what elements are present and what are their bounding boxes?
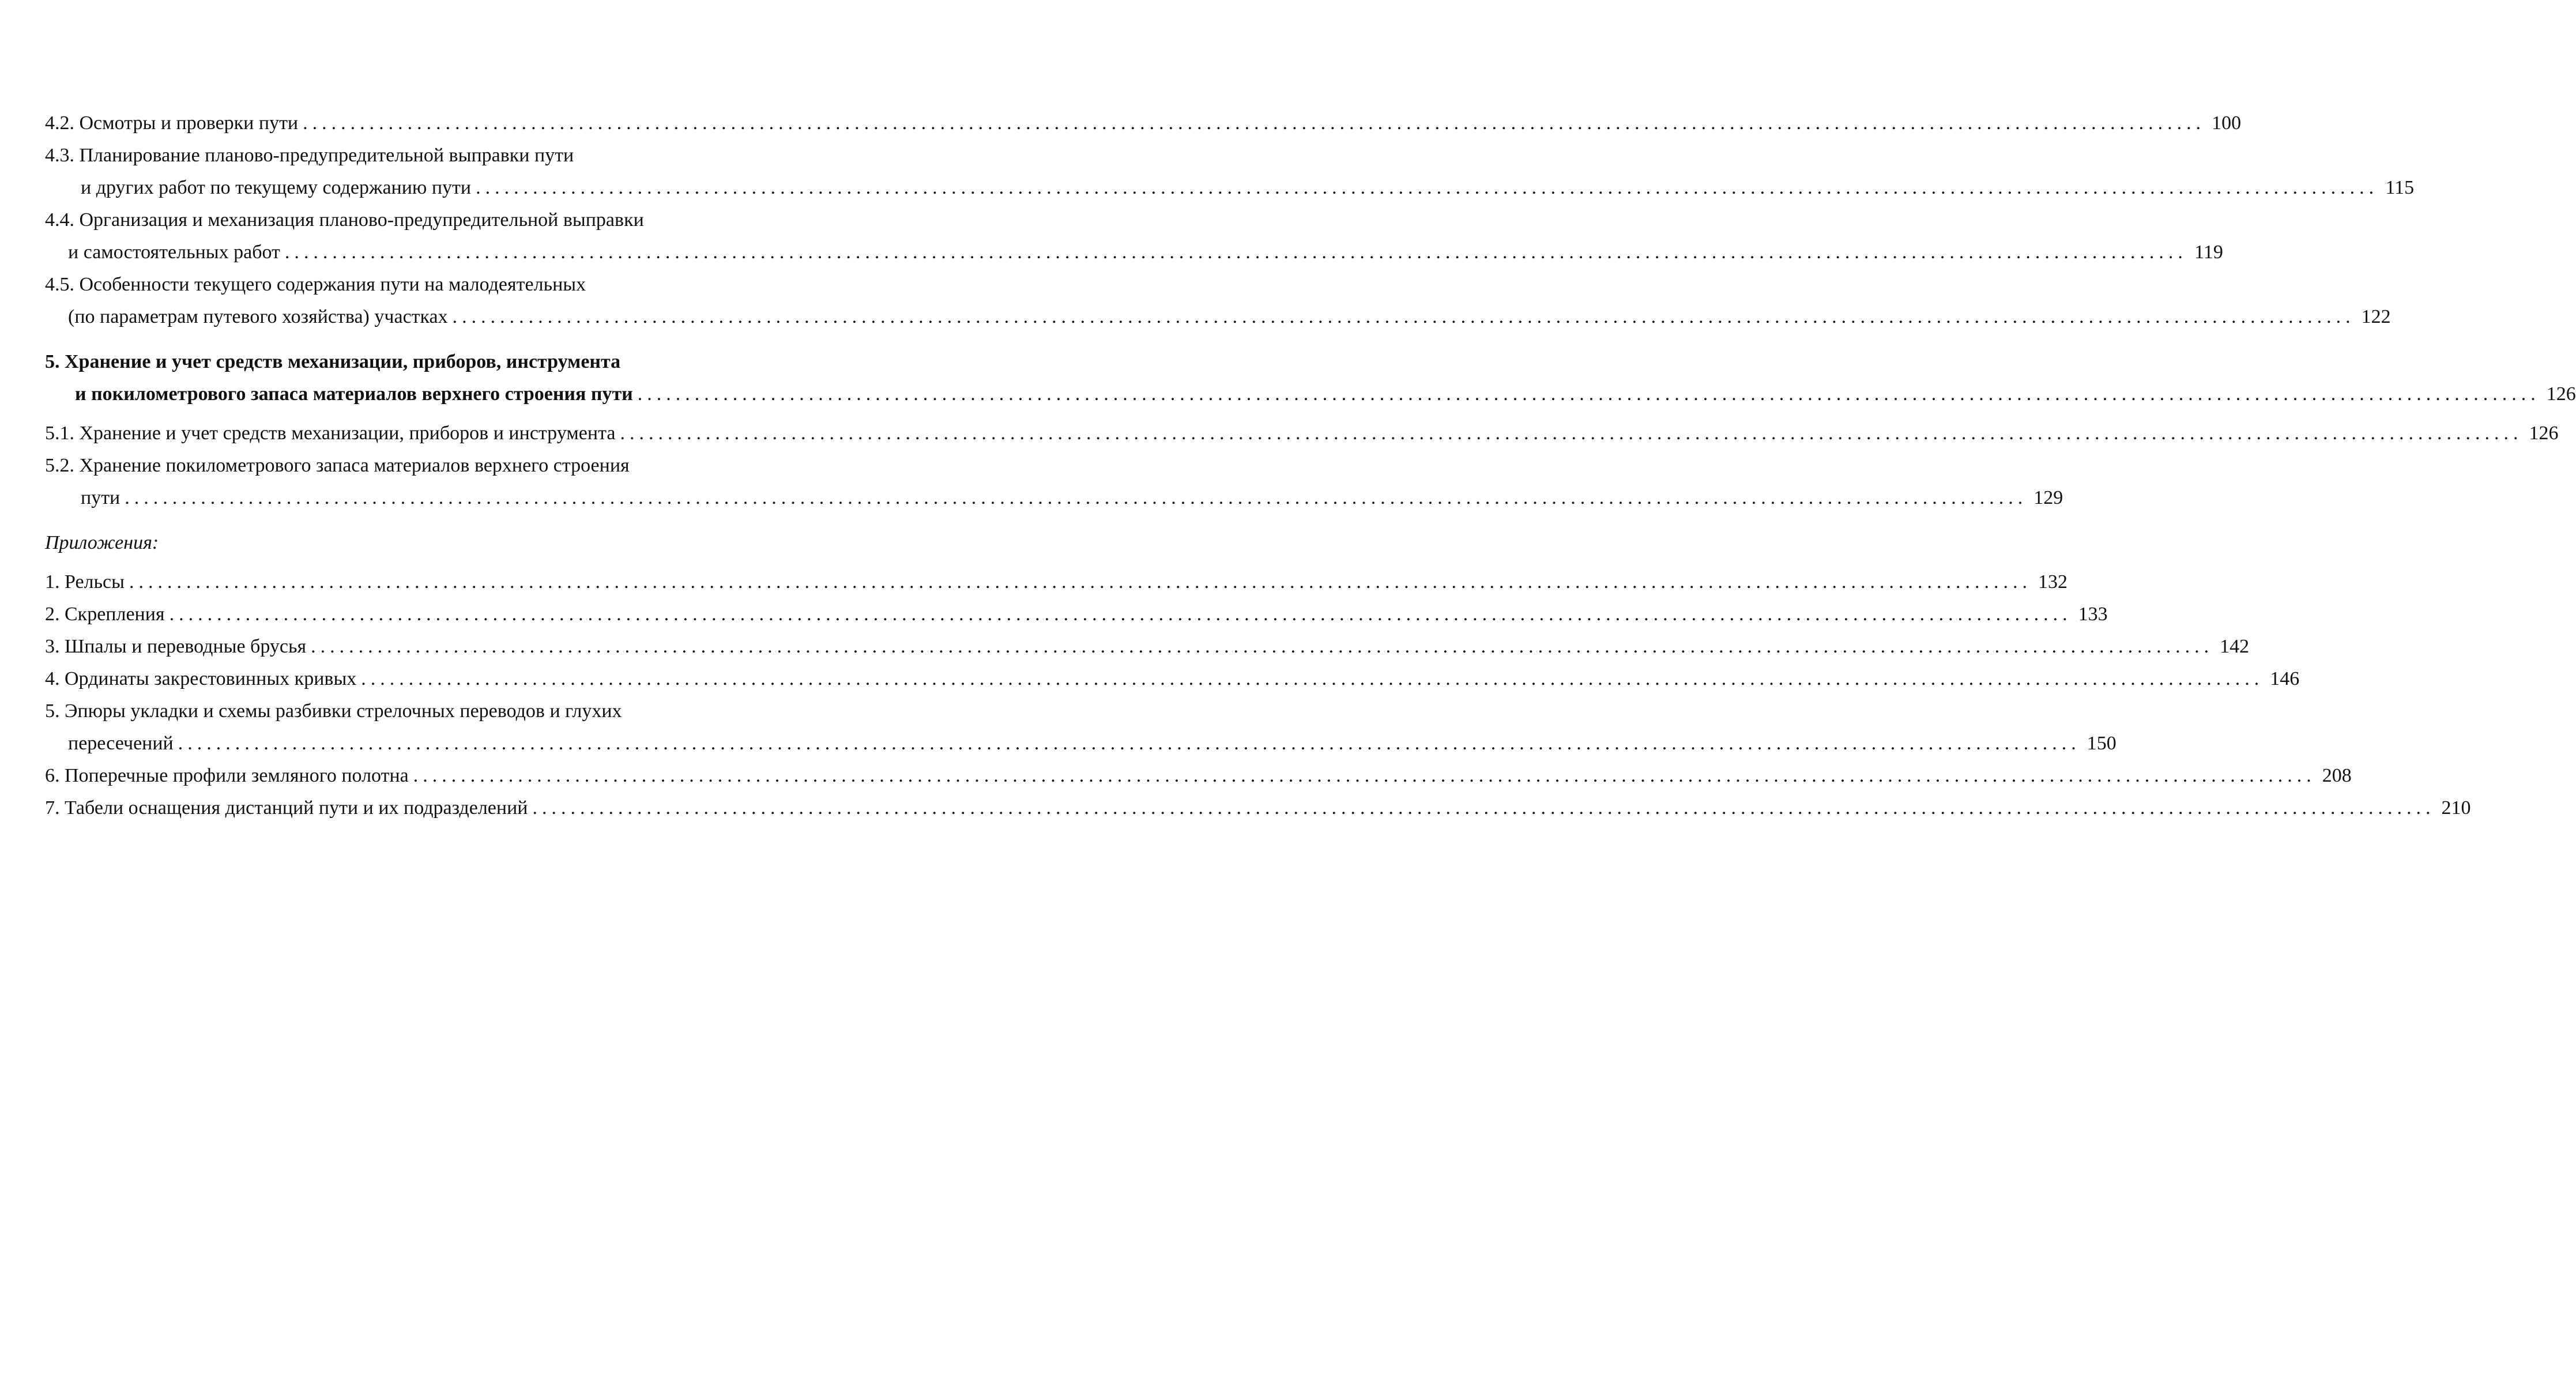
toc-leader-dots: ........................................................................................................................................................................................................: [169, 604, 2072, 625]
toc-leader-dots: ........................................................................................................................................................................................................: [129, 571, 2032, 593]
spacer: [45, 333, 811, 346]
toc-entry-title-continuation: (по параметрам путевого хозяйства) участках: [68, 306, 448, 327]
toc-entry-title-continuation: пересечений: [68, 733, 174, 754]
toc-entry-4-4[interactable]: [45, 236, 2223, 269]
toc-page-number: 100: [2212, 112, 2242, 134]
toc-entry-5-1[interactable]: [45, 417, 2559, 450]
toc-leader-dots: ........................................................................................................................................................................................................: [532, 797, 2435, 819]
toc-page-number: 126: [2529, 423, 2559, 444]
toc-entry-title: 5.1. Хранение и учет средств механизации, приборов и инструмента: [45, 423, 616, 444]
toc-entry-title: 5.2. Хранение покилометрового запаса материалов верхнего строения: [45, 455, 630, 476]
toc-chapter-5[interactable]: [45, 378, 2576, 410]
spacer: [45, 559, 811, 566]
toc-page-number: 208: [2322, 765, 2352, 786]
toc-entry-4-4-line1: [45, 204, 811, 236]
toc-page-number: 122: [2361, 306, 2391, 327]
spacer: [45, 514, 811, 527]
toc-entry-5-2-line1: [45, 450, 811, 482]
toc-page-number: 133: [2078, 604, 2108, 625]
toc-entry-title: 4.5. Особенности текущего содержания пути на малодеятельных: [45, 274, 586, 295]
toc-page-number: 132: [2038, 571, 2067, 593]
toc-leader-dots: ........................................................................................................................................................................................................: [476, 177, 2379, 198]
toc-entry-title: 4.2. Осмотры и проверки пути: [45, 112, 299, 134]
toc-chapter-title-continuation: и покилометрового запаса материалов верхнего строения пути: [75, 383, 633, 405]
toc-leader-dots: ........................................................................................................................................................................................................: [125, 487, 2028, 508]
toc-entry-4-3[interactable]: [45, 172, 2415, 204]
toc-entry-4-2[interactable]: [45, 107, 2242, 140]
toc-leader-dots: ........................................................................................................................................................................................................: [361, 668, 2264, 689]
toc-entry-title: 5. Эпюры укладки и схемы разбивки стрелочных переводов и глухих: [45, 700, 622, 722]
toc-page-number: 142: [2220, 636, 2250, 657]
toc-leader-dots: ........................................................................................................................................................................................................: [284, 242, 2187, 263]
toc-entry-title: 4.4. Организация и механизация планово-предупредительной выправки: [45, 209, 644, 231]
toc-page-number: 129: [2033, 487, 2063, 508]
toc-page-number: 210: [2441, 797, 2471, 819]
toc-leader-dots: ........................................................................................................................................................................................................: [637, 383, 2540, 405]
toc-leader-dots: ........................................................................................................................................................................................................: [452, 306, 2355, 327]
toc-entry-title-continuation: и других работ по текущему содержанию пути: [81, 177, 472, 198]
toc-page-number: 126: [2546, 383, 2576, 405]
toc-appendix-2[interactable]: [45, 598, 2108, 631]
toc-appendix-7[interactable]: [45, 792, 2471, 824]
toc-leader-dots: ........................................................................................................................................................................................................: [311, 636, 2214, 657]
toc-leader-dots: ........................................................................................................................................................................................................: [303, 112, 2206, 134]
toc-page-number: 150: [2087, 733, 2116, 754]
toc-appendix-5-line1: [45, 695, 811, 727]
table-of-contents: [45, 107, 2576, 824]
toc-entry-4-5[interactable]: [45, 301, 2391, 333]
toc-chapter-5-line1: [45, 346, 811, 378]
toc-entry-title: 1. Рельсы: [45, 571, 125, 593]
toc-appendix-1[interactable]: [45, 566, 2067, 598]
toc-chapter-title: 5. Хранение и учет средств механизации, приборов, инструмента: [45, 351, 621, 372]
toc-appendix-6[interactable]: [45, 760, 2352, 792]
toc-entry-4-5-line1: [45, 269, 811, 301]
toc-leader-dots: ........................................................................................................................................................................................................: [413, 765, 2316, 786]
toc-appendix-3[interactable]: [45, 631, 2250, 663]
toc-leader-dots: ........................................................................................................................................................................................................: [620, 423, 2523, 444]
toc-entry-title: 4. Ординаты закрестовинных кривых: [45, 668, 357, 689]
toc-page-number: 119: [2194, 242, 2223, 263]
toc-entry-5-2[interactable]: [45, 482, 2063, 514]
toc-leader-dots: ........................................................................................................................................................................................................: [178, 733, 2081, 754]
toc-appendix-4[interactable]: [45, 663, 2300, 695]
toc-page-number: 146: [2270, 668, 2300, 689]
toc-entry-title: 3. Шпалы и переводные брусья: [45, 636, 307, 657]
toc-page-number: 115: [2385, 177, 2415, 198]
toc-entry-title: 7. Табели оснащения дистанций пути и их подразделений: [45, 797, 528, 819]
toc-appendix-5[interactable]: [45, 727, 2116, 760]
toc-entry-title-continuation: пути: [81, 487, 120, 508]
spacer: [45, 410, 811, 417]
toc-entry-title: 6. Поперечные профили земляного полотна: [45, 765, 409, 786]
toc-entry-title: 4.3. Планирование планово-предупредительной выправки пути: [45, 145, 574, 166]
toc-entry-title-continuation: и самостоятельных работ: [68, 242, 280, 263]
toc-entry-title: 2. Скрепления: [45, 604, 165, 625]
toc-entry-4-3-line1: [45, 140, 811, 172]
appendix-heading: Приложения:: [45, 532, 159, 553]
